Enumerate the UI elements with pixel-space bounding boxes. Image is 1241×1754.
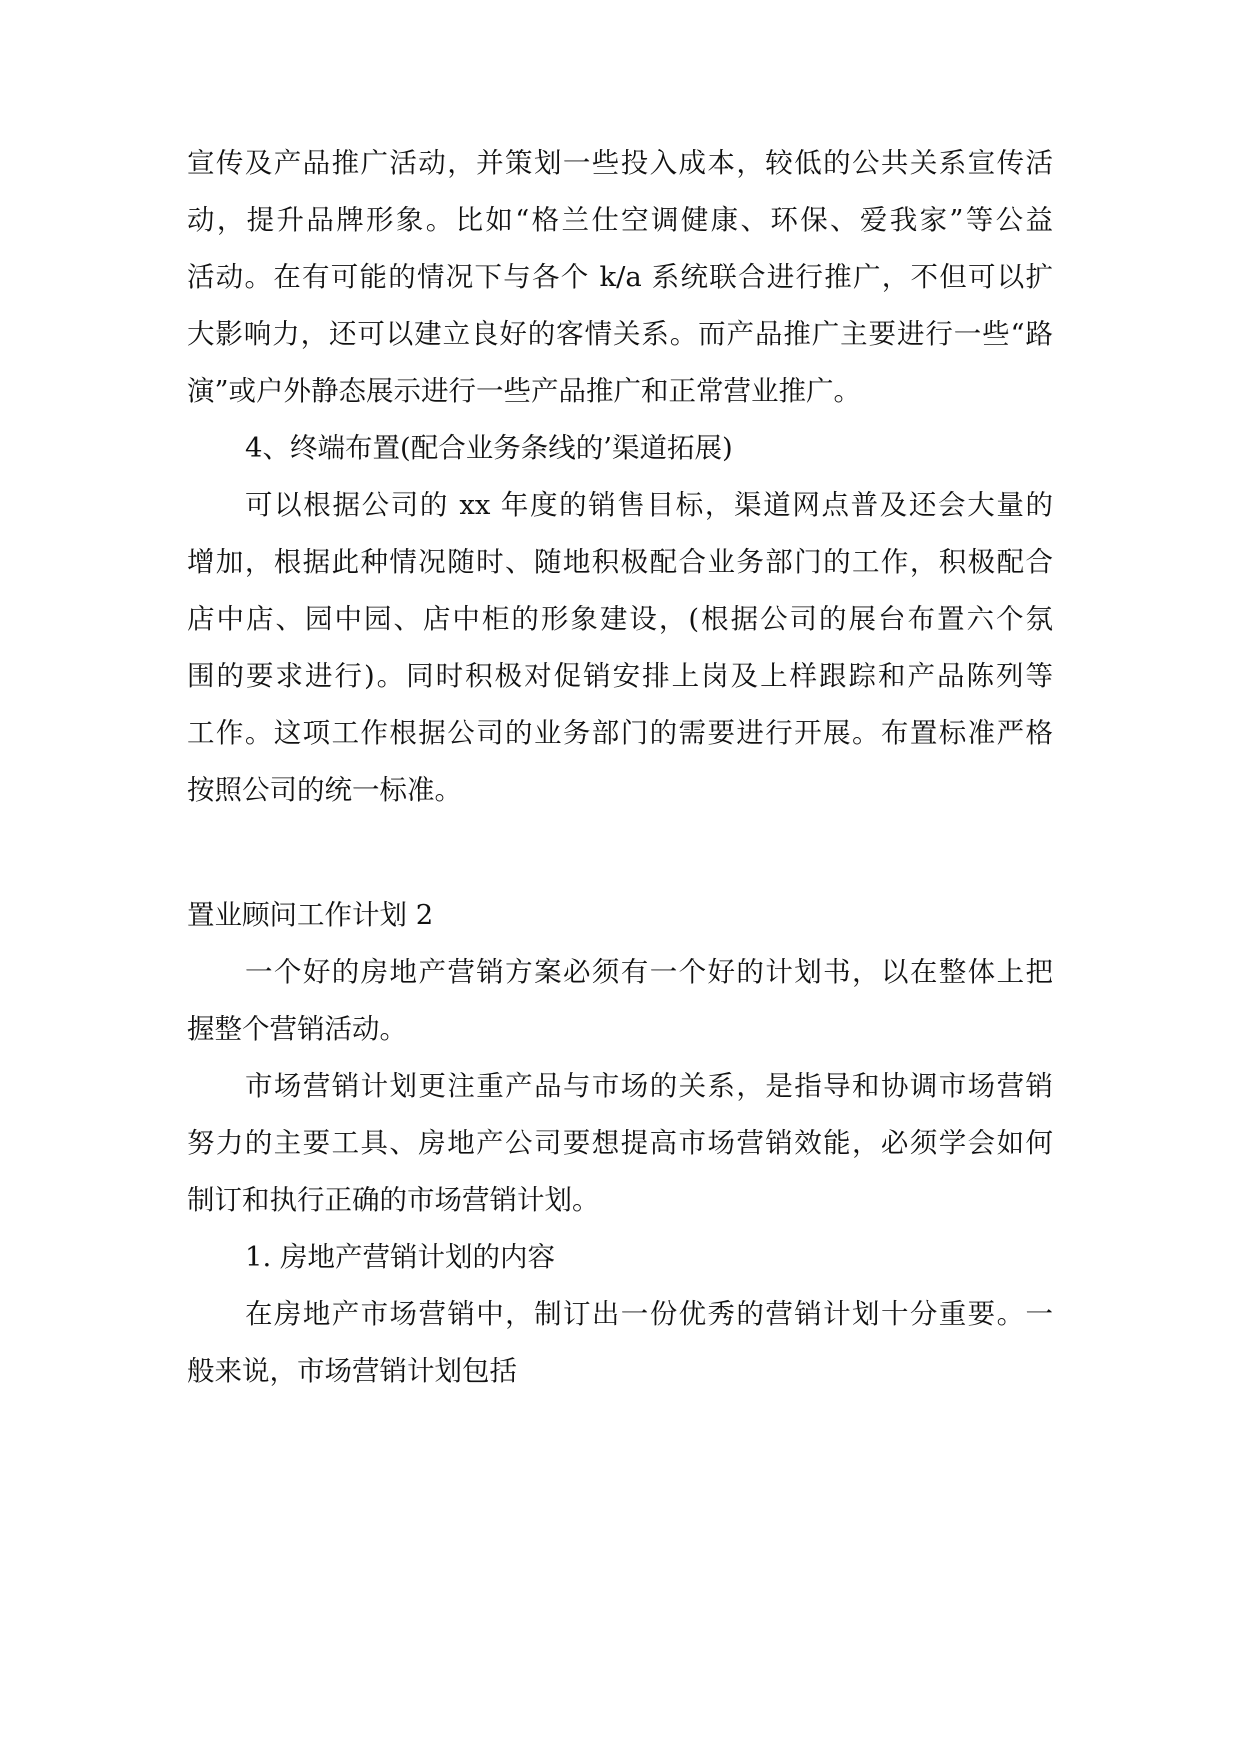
paragraph-line: 店中店、园中园、店中柜的形象建设，(根据公司的展台布置六个氛 — [187, 603, 1053, 635]
section-heading: 1. 房地产营销计划的内容 — [245, 1241, 555, 1273]
paragraph-line: 在房地产市场营销中，制订出一份优秀的营销计划十分重要。一 — [245, 1298, 1053, 1330]
document-title: 置业顾问工作计划 2 — [187, 899, 434, 931]
paragraph-line: 努力的主要工具、房地产公司要想提高市场营销效能，必须学会如何 — [187, 1127, 1053, 1159]
paragraph-line: 宣传及产品推广活动，并策划一些投入成本，较低的公共关系宣传活 — [187, 147, 1053, 179]
paragraph-line: 般来说，市场营销计划包括 — [187, 1355, 517, 1387]
paragraph-line: 一个好的房地产营销方案必须有一个好的计划书，以在整体上把 — [245, 956, 1053, 988]
paragraph-line: 工作。这项工作根据公司的业务部门的需要进行开展。布置标准严格 — [187, 717, 1053, 749]
paragraph-line: 握整个营销活动。 — [187, 1013, 407, 1045]
paragraph-line: 演”或户外静态展示进行一些产品推广和正常营业推广。 — [187, 375, 862, 407]
paragraph-line: 围的要求进行)。同时积极对促销安排上岗及上样跟踪和产品陈列等 — [187, 660, 1053, 692]
section-heading: 4、终端布置(配合业务条线的’渠道拓展) — [245, 432, 733, 464]
paragraph-line: 按照公司的统一标准。 — [187, 774, 462, 806]
paragraph-line: 活动。在有可能的情况下与各个 k/a 系统联合进行推广，不但可以扩 — [187, 261, 1053, 293]
paragraph-line: 制订和执行正确的市场营销计划。 — [187, 1184, 600, 1216]
paragraph-line: 市场营销计划更注重产品与市场的关系，是指导和协调市场营销 — [245, 1070, 1053, 1102]
paragraph-line: 动，提升品牌形象。比如“格兰仕空调健康、环保、爱我家”等公益 — [187, 204, 1053, 236]
paragraph-line: 大影响力，还可以建立良好的客情关系。而产品推广主要进行一些“路 — [187, 318, 1053, 350]
paragraph-line: 可以根据公司的 xx 年度的销售目标，渠道网点普及还会大量的 — [245, 489, 1053, 521]
paragraph-line: 增加，根据此种情况随时、随地积极配合业务部门的工作，积极配合 — [187, 546, 1053, 578]
